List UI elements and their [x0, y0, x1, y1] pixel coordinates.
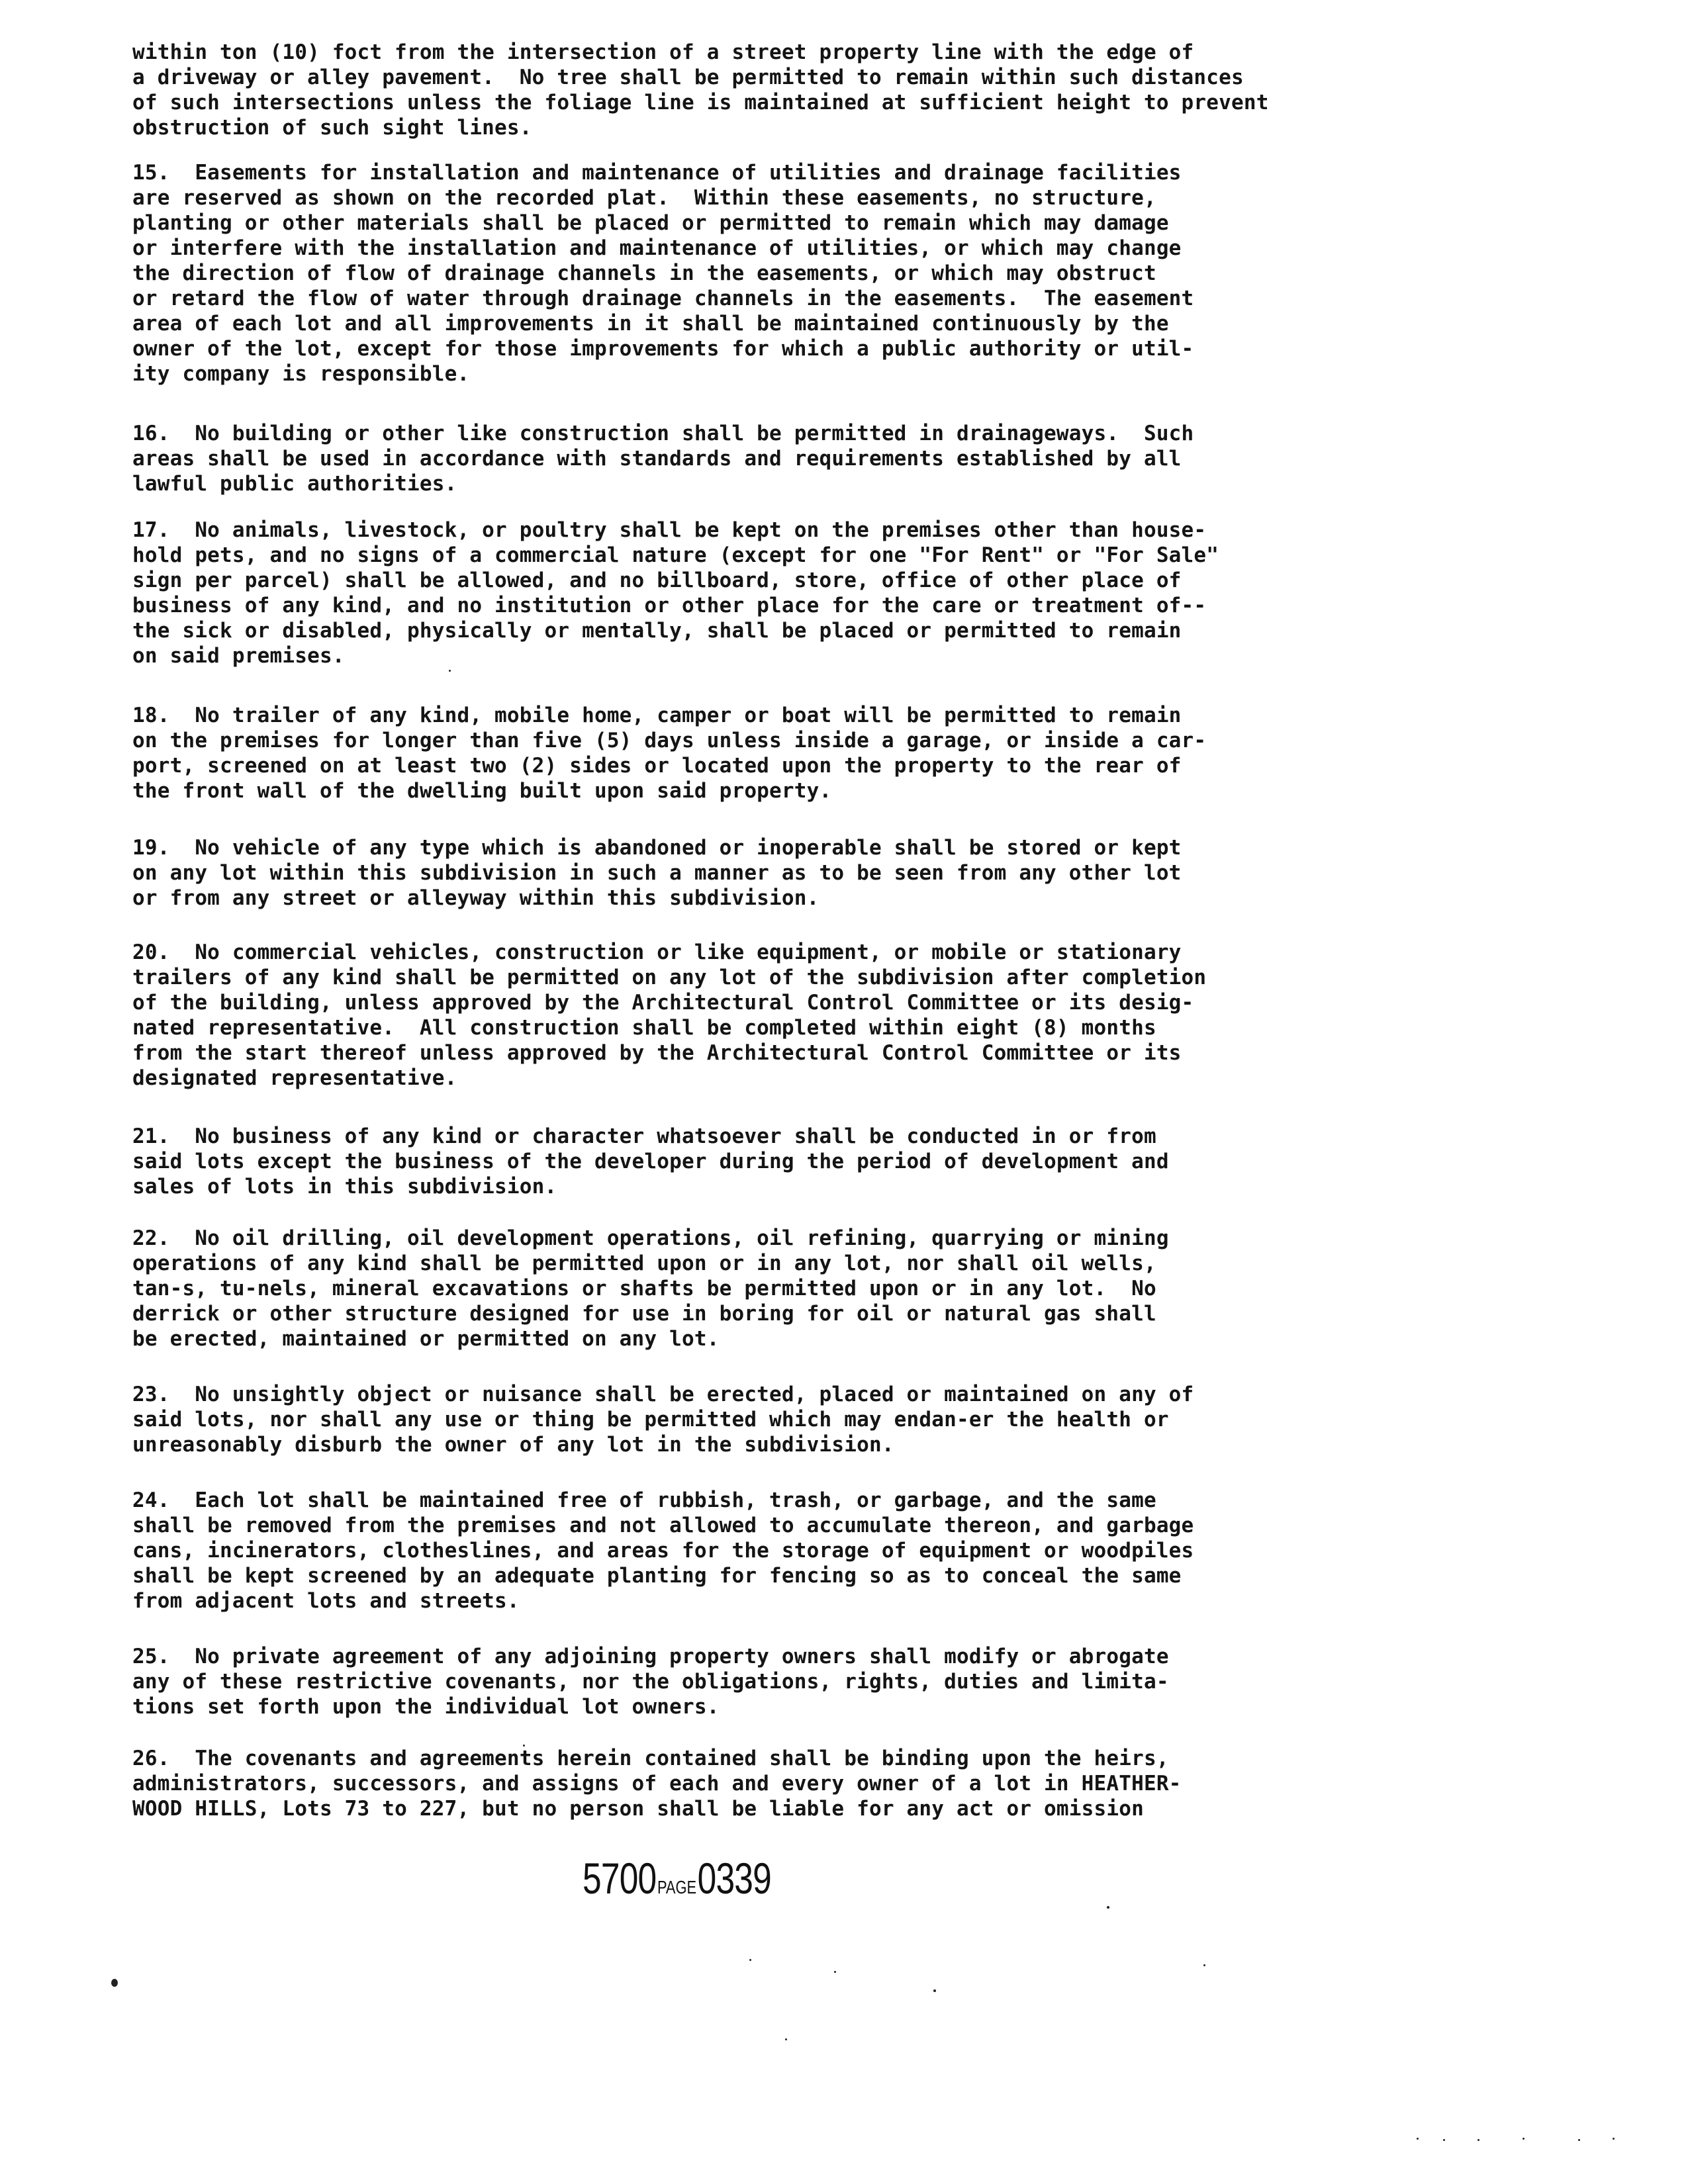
scan-speck	[1107, 1906, 1109, 1909]
scan-speck	[1613, 2138, 1615, 2140]
paragraph-22-oil-drilling: 22. No oil drilling, oil development operations, oil refining, quarrying or mining operations of any kind shall be permitted upon or in any lot, nor shall oil wells, tan-s, tu-nels, mineral excavations or shafts be permitted upon or in any lot. No derrick or other structure designed for use in boring for oil or natural gas shall be erected, maintained or permitted on any lot.	[132, 1226, 1169, 1351]
stamp-page-number: 0339	[697, 1854, 772, 1903]
stamp-page-word: PAGE	[657, 1877, 697, 1897]
paragraph-15-easements: 15. Easements for installation and maintenance of utilities and drainage facilities are reserved as shown on the recorded plat. Within these easements, no structure, planting or other materials shall be placed or permitted to remain which may damage or interfere with the installation and maintenance of utilities, or which may change the direction of flow of drainage channels in the easements, or which may obstruct or retard the flow of water through drainage channels in the easements. The easement area of each lot and all improvements in it shall be maintained continuously by the owner of the lot, except for those improvements for which a public authority or util- ity company is responsible.	[132, 161, 1194, 386]
paragraph-16-drainageways: 16. No building or other like construction shall be permitted in drainageways. Such areas shall be used in accordance with standards and requirements established by all lawful public authorities.	[132, 422, 1194, 496]
scan-speck	[1203, 1964, 1205, 1966]
scan-speck	[933, 1989, 936, 1992]
paragraph-21-business: 21. No business of any kind or character whatsoever shall be conducted in or from said lots except the business of the developer during the period of development and sales of lots in this subdivision.	[132, 1124, 1169, 1199]
scan-speck	[1523, 2138, 1524, 2140]
scan-speck	[111, 1979, 118, 1987]
paragraph-20-commercial-vehicles: 20. No commercial vehicles, construction or like equipment, or mobile or stationary trailers of any kind shall be permitted on any lot of the subdivision after completion of the building, unless approved by the Architectural Control Committee or its desig- nated representative. All construction shall be completed within eight (8) months from the start thereof unless approved by the Architectural Control Committee or its designated representative.	[132, 940, 1207, 1090]
scan-speck	[1578, 2139, 1580, 2141]
paragraph-19-vehicles: 19. No vehicle of any type which is abandoned or inoperable shall be stored or kept on any lot within this subdivision in such a manner as to be seen from any other lot or from any street or alleyway within this subdivision.	[132, 836, 1182, 910]
scan-speck	[449, 670, 451, 672]
stamp-volume: 5700	[583, 1854, 657, 1903]
paragraph-continuation: within ton (10) foct from the intersection of a street property line with the edge of a driveway or alley pavement. No tree shall be permitted to remain within such distances of such intersections unless the foliage line is maintained at sufficient height to prevent obstruction of such sight lines.	[132, 40, 1269, 140]
scan-speck	[749, 1959, 751, 1961]
volume-page-stamp	[583, 1853, 771, 1903]
paragraph-18-trailers: 18. No trailer of any kind, mobile home, camper or boat will be permitted to remain on the premises for longer than five (5) days unless inside a garage, or inside a car- port, screened on at least two (2) sides or located upon the property to the rear of the front wall of the dwelling built upon said property.	[132, 704, 1207, 803]
paragraph-17-animals-signs: 17. No animals, livestock, or poultry shall be kept on the premises other than house- hold pets, and no signs of a commercial nature (except for one "For Rent" or "For Sale" sign per parcel) shall be allowed, and no billboard, store, office of other place of business of any kind, and no institution or other place for the care or treatment of-- the sick or disabled, physically or mentally, shall be placed or permitted to remain on said premises.	[132, 518, 1219, 668]
paragraph-26-covenants-binding: 26. The covenants and agreements herein contained shall be binding upon the heirs, administrators, successors, and assigns of each and every owner of a lot in HEATHER- WOOD HILLS, Lots 73 to 227, but no person shall be liable for any act or omission	[132, 1747, 1182, 1821]
paragraph-24-rubbish: 24. Each lot shall be maintained free of rubbish, trash, or garbage, and the same shall be removed from the premises and not allowed to accumulate thereon, and garbage cans, incinerators, clotheslines, and areas for the storage of equipment or woodpiles shall be kept screened by an adequate planting for fencing so as to conceal the same from adjacent lots and streets.	[132, 1488, 1194, 1613]
scan-speck	[834, 1971, 836, 1973]
paragraph-25-private-agreement: 25. No private agreement of any adjoining property owners shall modify or abrogate any of these restrictive covenants, nor the obligations, rights, duties and limita- tions set forth upon the individual lot owners.	[132, 1645, 1169, 1719]
scan-speck	[1443, 2139, 1445, 2141]
scan-speck	[1417, 2138, 1419, 2140]
scan-speck	[785, 2038, 787, 2040]
scan-speck	[523, 1745, 525, 1747]
paragraph-23-nuisance: 23. No unsightly object or nuisance shall be erected, placed or maintained on any of said lots, nor shall any use or thing be permitted which may endan-er the health or unreasonably disburb the owner of any lot in the subdivision.	[132, 1383, 1194, 1457]
scan-speck	[1477, 2139, 1479, 2141]
